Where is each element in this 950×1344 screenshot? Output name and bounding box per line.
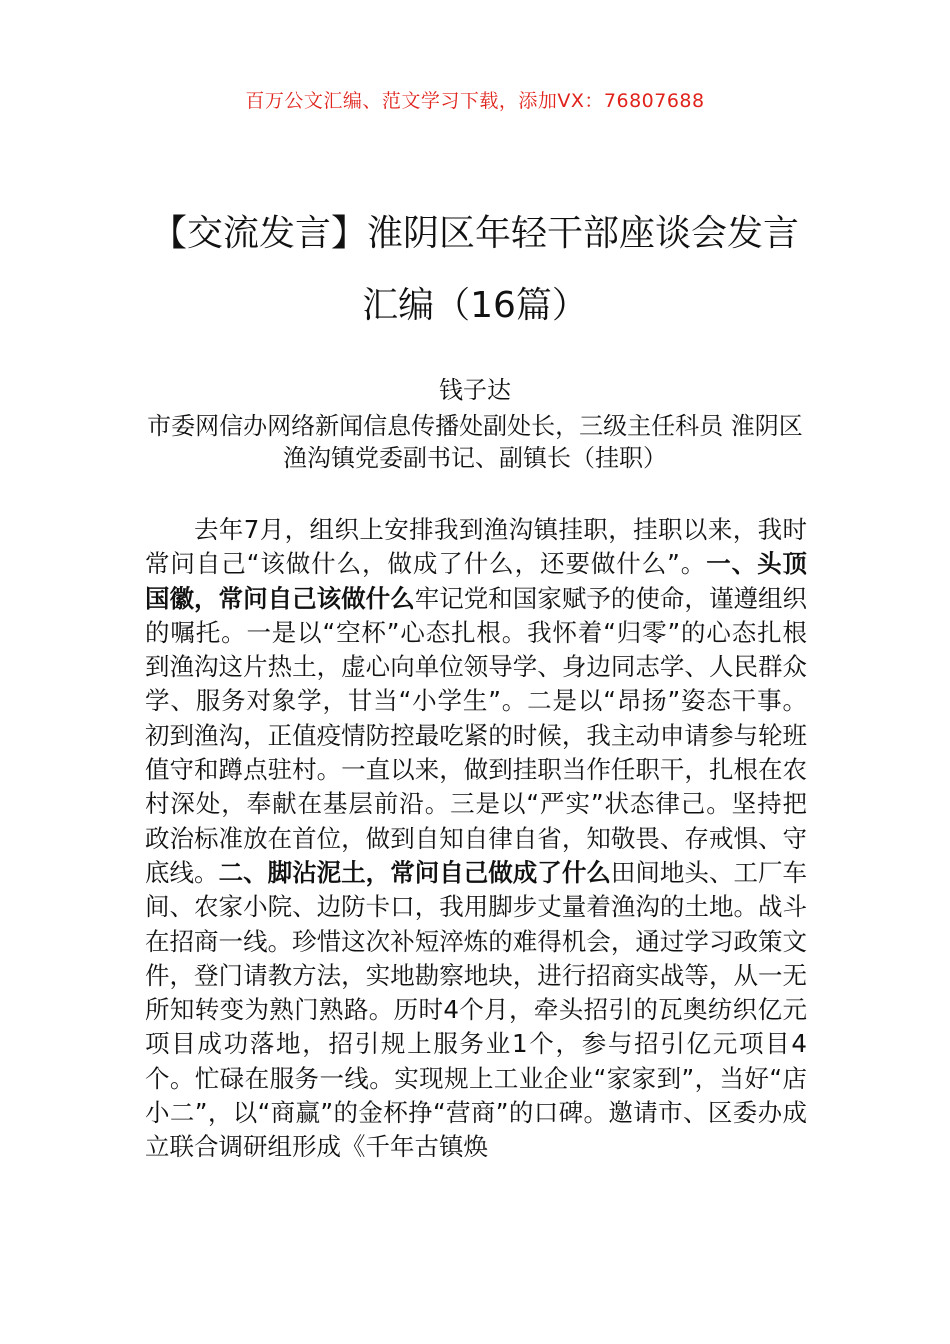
document-title-line-1: 【交流发言】淮阴区年轻干部座谈会发言 <box>150 213 799 254</box>
section-heading-2: 二、脚沾泥土，常问自己做成了什么 <box>218 857 611 887</box>
section-2-text: 田间地头、工厂车间、农家小院、边防卡口，我用脚步丈量着渔沟的土地。战斗在招商一线。珍惜这次补短淬炼的难得机会，通过学习政策文件，登门请教方法，实地勘察地块，进行招商实战等，从一无所知转变为熟门熟路。历时4个月，牵头招引的瓦奥纺织亿元项目成功落地，招引规上服务业1个，参与招引亿元项目4个。忙碌在服务一线。实现规上工业企业“家家到”，当好“店小二”，以“商赢”的金杯挣“营商”的口碑。邀请市、区委办成立联合调研组形成《千年古镇焕 <box>145 857 808 1162</box>
body-paragraph <box>145 513 807 1165</box>
section-1-text: 牢记党和国家赋予的使命，谨遵组织的嘱托。一是以“空杯”心态扎根。我怀着“归零”的心态扎根到渔沟这片热土，虚心向单位领导学、身边同志学、人民群众学、服务对象学，甘当“小学生”。二是以“昂扬”姿态干事。初到渔沟，正值疫情防控最吃紧的时候，我主动申请参与轮班值守和蹲点驻村。一直以来，做到挂职当作任职干，扎根在农村深处，奉献在基层前沿。三是以“严实”状态律己。坚持把政治标准放在首位，做到自知自律自省，知敬畏、存戒惧、守底线。 <box>145 583 808 887</box>
author-affiliation: 市委网信办网络新闻信息传播处副处长，三级主任科员 淮阴区渔沟镇党委副书记、副镇长（挂职） <box>147 412 803 472</box>
watermark-banner: 百万公文汇编、范文学习下载，添加VX：76807688 <box>245 90 705 112</box>
section-heading-1: 一、头顶国徽，常问自己该做什么 <box>145 549 808 613</box>
author-name: 钱子达 <box>439 376 511 404</box>
body-intro: 去年7月，组织上安排我到渔沟镇挂职，挂职以来，我时常问自己“该做什么，做成了什么，还要做什么”。 <box>145 515 807 579</box>
document-title-line-2: 汇编（16篇） <box>362 285 588 326</box>
